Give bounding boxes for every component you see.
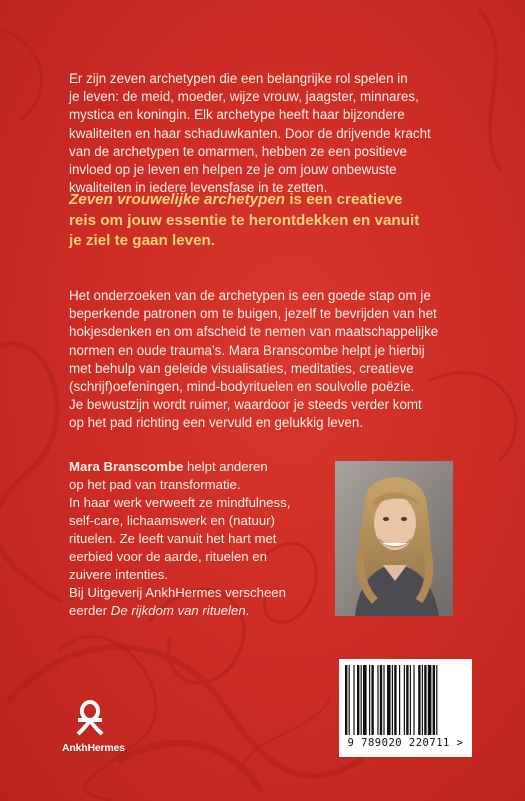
- bio-line-2: op het pad van transformatie.: [69, 477, 241, 492]
- barcode-bar: [353, 665, 354, 735]
- barcode-bar: [345, 665, 347, 735]
- barcode-bar: [428, 665, 432, 735]
- barcode-bar: [377, 665, 378, 735]
- barcode-bar: [399, 665, 400, 735]
- barcode-bar: [424, 665, 426, 735]
- book-title-highlight: Zeven vrouwelijke archetypen: [69, 191, 286, 208]
- previous-book-title: De rijkdom van rituelen: [110, 603, 246, 618]
- barcode-bar: [371, 665, 373, 735]
- barcode-bar: [436, 665, 437, 735]
- bio-line-6: eerbied voor de aarde, rituelen en: [69, 549, 267, 564]
- barcode-bar: [406, 665, 408, 735]
- barcode-bar: [387, 665, 391, 735]
- barcode-bar: [357, 665, 359, 735]
- publisher-logo: [62, 700, 125, 760]
- barcode-bar: [413, 665, 414, 735]
- publisher-name: AnkhHermes: [62, 742, 125, 754]
- barcode-bar: [433, 665, 435, 735]
- bio-line-3: In haar werk verweeft ze mindfulness,: [69, 495, 291, 510]
- barcode-bar: [404, 665, 405, 735]
- author-bio: [69, 458, 329, 620]
- barcode-bar: [361, 665, 362, 735]
- barcode-bar: [418, 665, 420, 735]
- barcode-bar: [392, 665, 393, 735]
- barcode-bar: [383, 665, 384, 735]
- barcode-bar: [394, 665, 396, 735]
- bio-line-7: zuivere intenties.: [69, 567, 168, 582]
- barcode-bar: [410, 665, 411, 735]
- barcode-bars-icon: [345, 665, 466, 735]
- barcode-bar: [363, 665, 367, 735]
- isbn-barcode: [339, 659, 472, 757]
- bio-line-4: self-care, lichaamswerk en (natuur): [69, 513, 275, 528]
- author-name: Mara Branscombe: [69, 459, 184, 474]
- bio-line-8: Bij Uitgeverij AnkhHermes verscheen: [69, 585, 286, 600]
- highlight-text: is een creatieve reis om jouw essentie te herontdekken en vanuit je ziel te gaan leven.: [69, 191, 420, 249]
- author-photo: [335, 461, 453, 616]
- author-portrait-image: [335, 461, 453, 616]
- barcode-bar: [422, 665, 423, 735]
- bio-line-9-suffix: .: [245, 603, 250, 618]
- intro-paragraph: Er zijn zeven archetypen die een belangrijke rol spelen in je leven: de meid, moeder, wijze vrouw, jaagster, minnares, mystica en koningin. Elk archetype heeft haar bijzondere kwaliteiten en haar schaduwkanten. Door de drijvende kracht van de archetypen te omarmen, hebben ze een positieve invloed op je leven en helpen ze je om jouw onbewuste kwaliteiten in iedere levensfase in te zetten.: [69, 71, 431, 196]
- bio-line-9-prefix: eerder: [69, 603, 111, 618]
- bio-line-5: rituelen. Ze leeft vanuit het hart met: [69, 531, 277, 546]
- body-paragraph: Het onderzoeken van de archetypen is een goede stap om je beperkende patronen om te buigen, jezelf te bevrijden van het hokjesdenken en om afscheid te nemen van maatschappelijke normen en oude trauma’s. Mara Branscombe helpt je hierbij met behulp van geleide visualisaties, meditaties, creatieve (schrijf)oefeningen, mind-bodyrituelen en soulvolle poëzie. Je bewustzijn wordt ruimer, waardoor je steeds verder komt op het pad richting een vervuld en gelukkig leven.: [69, 288, 439, 431]
- barcode-bar: [369, 665, 370, 735]
- barcode-bar: [380, 665, 382, 735]
- highlight-paragraph: [69, 190, 464, 252]
- isbn-number: 9 789020 220711 >: [347, 737, 464, 749]
- ankh-logo-icon: [74, 700, 106, 738]
- barcode-bar: [349, 665, 350, 735]
- bio-line-1: helpt anderen: [183, 459, 268, 474]
